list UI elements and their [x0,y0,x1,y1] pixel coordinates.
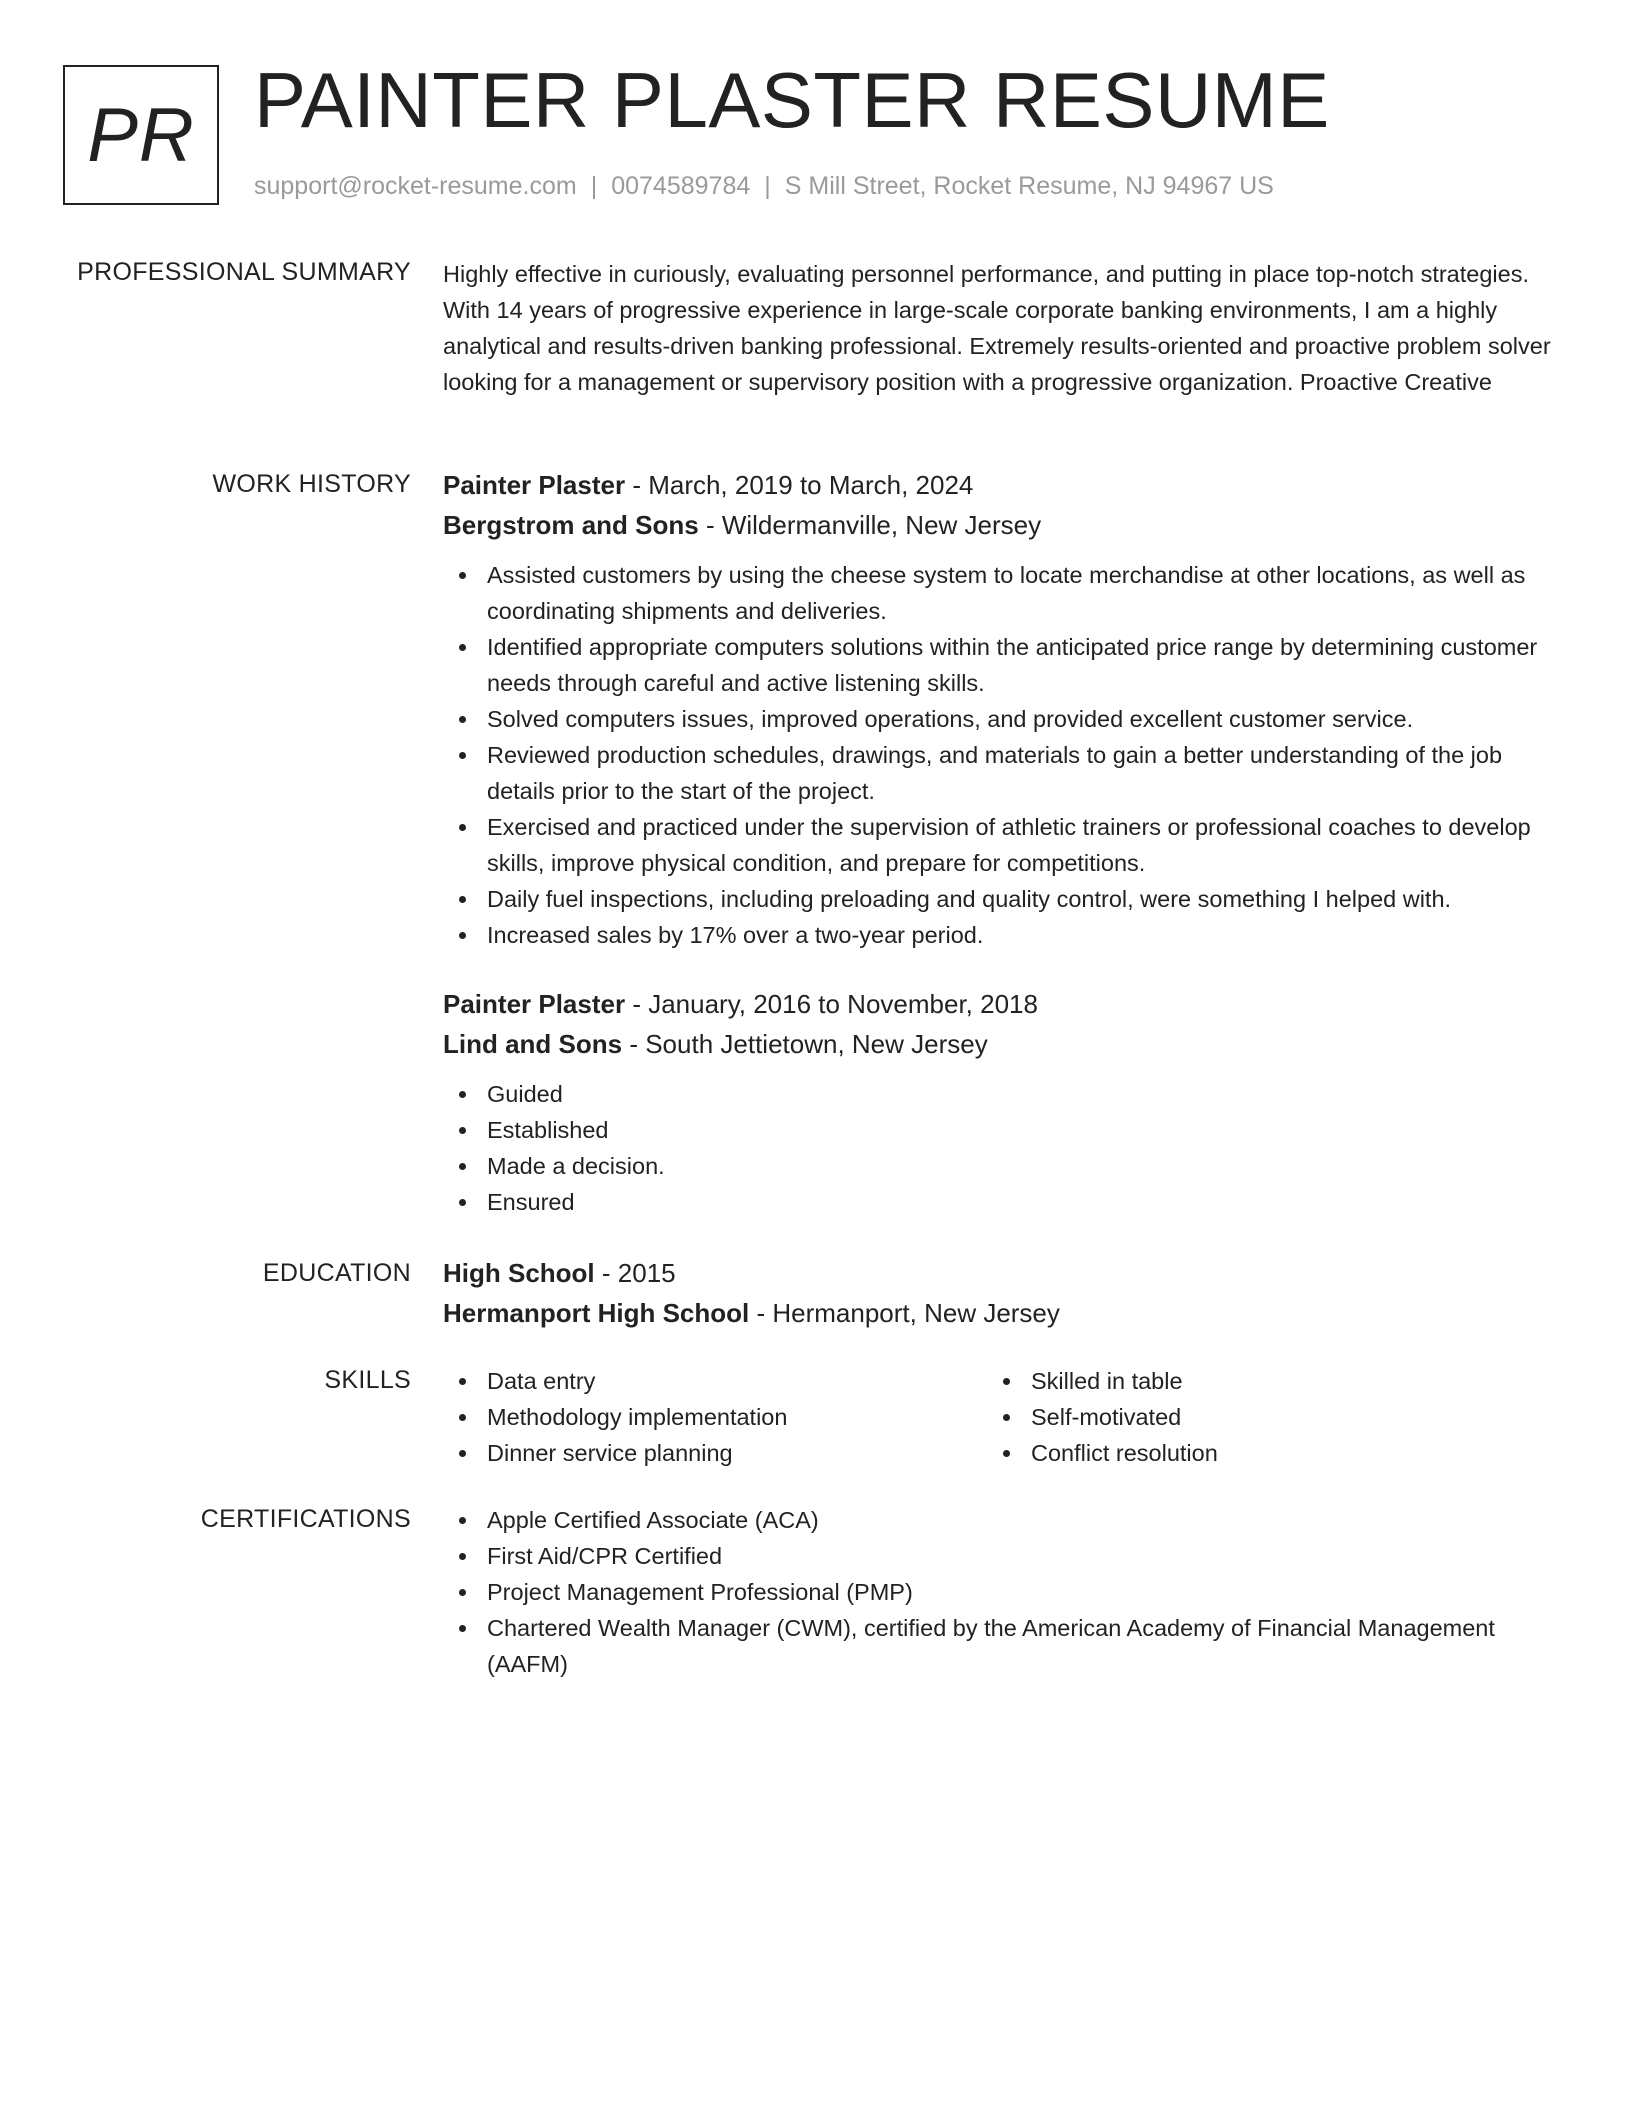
job-company-line [443,505,1553,545]
certifications-list [443,1502,1553,1682]
list-item: Daily fuel inspections, including preloading and quality control, were something I helped with. [443,881,1553,917]
work-history-section [443,465,1553,953]
job-dates: - March, 2019 to March, 2024 [625,470,974,500]
contact-line [254,172,1274,201]
education-school: Hermanport High School [443,1298,750,1328]
list-item: Dinner service planning [443,1435,987,1471]
contact-email: support@rocket-resume.com [254,172,577,200]
section-label-summary: PROFESSIONAL SUMMARY [77,258,411,286]
job-title: Painter Plaster [443,989,626,1019]
job-title: Painter Plaster [443,470,626,500]
section-label-education: EDUCATION [262,1259,411,1287]
summary-section [443,256,1553,400]
skills-list-left [443,1363,987,1471]
list-item: Exercised and practiced under the supervision of athletic trainers or professional coaches to develop skills, improve physical condition, and prepare for competitions. [443,809,1553,881]
list-item: Established [443,1112,1553,1148]
education-school-line [443,1293,1553,1333]
education-degree: High School [443,1258,595,1288]
list-item: Conflict resolution [987,1435,1531,1471]
list-item: Project Management Professional (PMP) [443,1574,1553,1610]
contact-separator: | [590,172,598,200]
list-item: Apple Certified Associate (ACA) [443,1502,1553,1538]
job-entry [443,984,1553,1220]
job-company: Bergstrom and Sons [443,510,699,540]
certifications-section [443,1502,1553,1682]
job-entry [443,465,1553,953]
list-item: Self-motivated [987,1399,1531,1435]
contact-separator: | [764,172,771,200]
list-item: Identified appropriate computers solutions within the anticipated price range by determining customer needs through careful and active listening skills. [443,629,1553,701]
resume-title: PAINTER PLASTER RESUME [254,56,1330,144]
list-item: Data entry [443,1363,987,1399]
education-section [443,1253,1553,1333]
list-item: Skilled in table [987,1363,1531,1399]
skills-section [443,1363,1553,1471]
list-item: Methodology implementation [443,1399,987,1435]
monogram-logo: PR [63,65,219,205]
skills-list-right [987,1363,1531,1471]
job-title-line [443,984,1553,1024]
list-item: Ensured [443,1184,1553,1220]
list-item: Increased sales by 17% over a two-year period. [443,917,1553,953]
job-location: - Wildermanville, New Jersey [698,510,1042,540]
job-company-line [443,1024,1553,1064]
section-label-skills: SKILLS [324,1366,411,1394]
education-location: - Hermanport, New Jersey [749,1298,1060,1328]
job-bullets [443,1076,1553,1220]
education-year: - 2015 [594,1258,676,1288]
section-label-certifications: CERTIFICATIONS [200,1505,411,1533]
list-item: Chartered Wealth Manager (CWM), certified by the American Academy of Financial Management (AAFM) [443,1610,1553,1682]
job-location: - South Jettietown, New Jersey [622,1029,988,1059]
list-item: Assisted customers by using the cheese system to locate merchandise at other locations, as well as coordinating shipments and deliveries. [443,557,1553,629]
list-item: Guided [443,1076,1553,1112]
job-company: Lind and Sons [443,1029,623,1059]
contact-address: S Mill Street, Rocket Resume, NJ 94967 US [784,172,1274,200]
job-dates: - January, 2016 to November, 2018 [625,989,1038,1019]
list-item: First Aid/CPR Certified [443,1538,1553,1574]
summary-text: Highly effective in curiously, evaluating personnel performance, and putting in place top-notch strategies. With 14 years of progressive experience in large-scale corporate banking environments, I am a highly analytical and results-driven banking professional. Extremely results-oriented and proactive problem solver looking for a management or supervisory position with a progressive organization. Proactive Creative [443,261,1551,395]
list-item: Made a decision. [443,1148,1553,1184]
education-degree-line [443,1253,1553,1293]
contact-phone: 0074589784 [611,172,751,200]
skills-columns [443,1363,1553,1471]
job-title-line [443,465,1553,505]
list-item: Reviewed production schedules, drawings, and materials to gain a better understanding of the job details prior to the start of the project. [443,737,1553,809]
list-item: Solved computers issues, improved operations, and provided excellent customer service. [443,701,1553,737]
section-label-work-history: WORK HISTORY [212,470,411,498]
job-bullets [443,557,1553,953]
